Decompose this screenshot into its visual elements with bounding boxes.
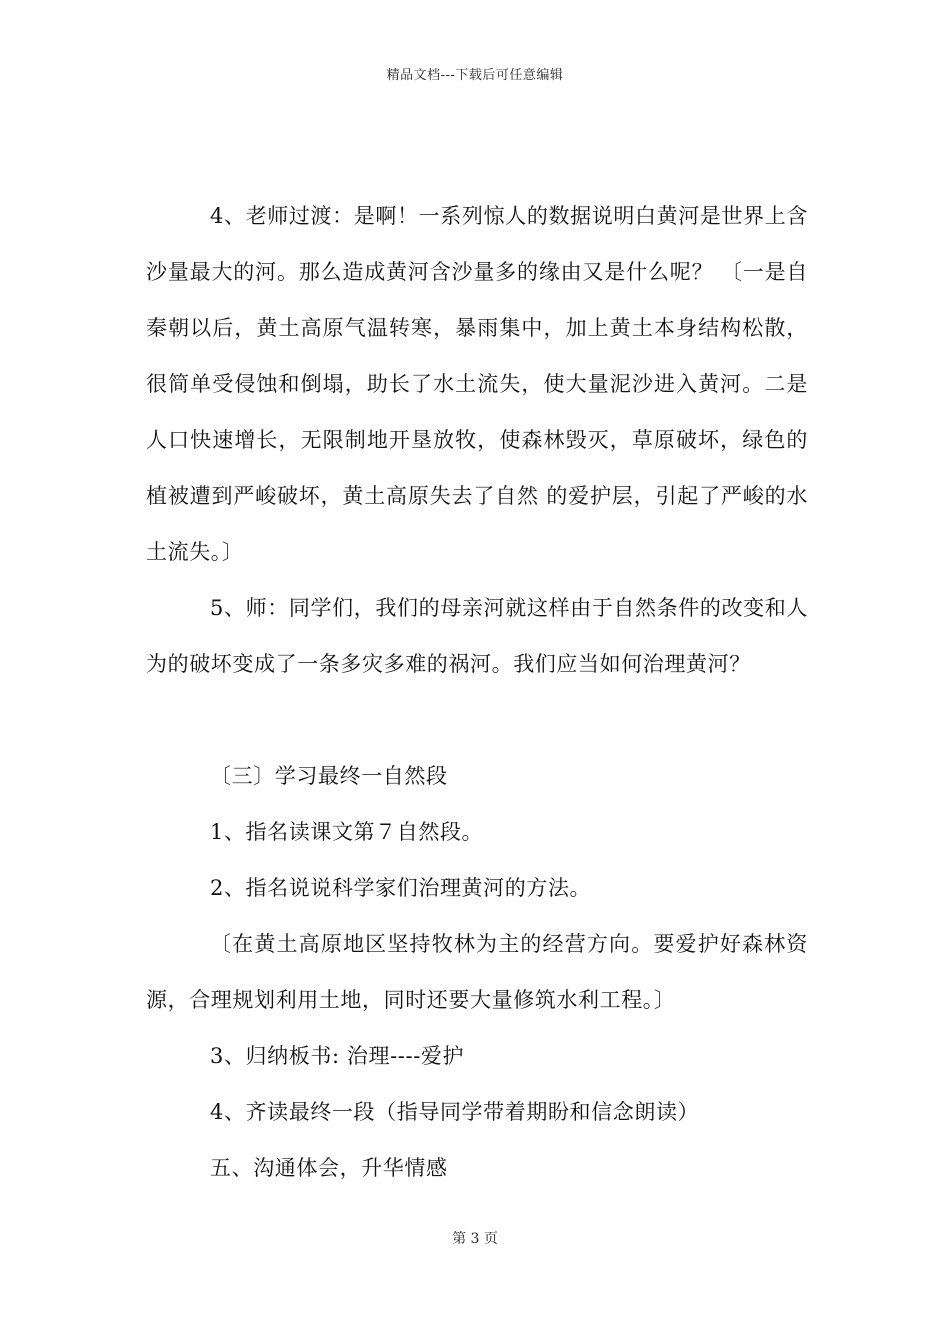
section-heading-three: 〔三〕学习最终一自然段 [210,764,448,788]
document-body [146,188,808,1196]
list-item-read-together: 4、齐读最终一段（指导同学带着期盼和信念朗读） [210,1100,700,1124]
paragraph-teacher-transition: 4、老师过渡：是啊！一系列惊人的数据说明白黄河是世界上含沙量最大的河。那么造成黄河含沙量多的缘由又是什么呢？ 〔一是自秦朝以后，黄土高原气温转寒，暴雨集中，加上黄土本身结构松散，很简单受侵蚀和倒塌，助长了水土流失，使大量泥沙进入黄河。二是人口快速增长，无限制地开垦放牧，使森林毁灭，草原破坏，绿色的植被遭到严峻破坏，黄土高原失去了自然 的爱护层，引起了严峻的水土流失。〕 [146,204,808,564]
section-heading-five: 五、沟通体会，升华情感 [210,1156,448,1180]
page-number: 第 3 页 [452,1231,498,1247]
paragraph-spacer [146,692,808,748]
paragraph-methods-answer: 〔在黄土高原地区坚持牧林为主的经营方向。要爱护好森林资源，合理规划利用土地，同时还要大量修筑水利工程。〕 [146,932,808,1012]
list-item-read-paragraph: 1、指名读课文第７自然段。 [210,820,484,844]
list-item-scientist-methods: 2、指名说说科学家们治理黄河的方法。 [210,876,592,900]
page-header: 精品文档---下载后可任意编辑 [386,68,564,83]
list-item-blackboard-summary: 3、归纳板书: 治理----爱护 [210,1044,465,1068]
paragraph-teacher-question: 5、师：同学们，我们的母亲河就这样由于自然条件的改变和人为的破坏变成了一条多灾多难的祸河。我们应当如何治理黄河？ [146,596,808,676]
